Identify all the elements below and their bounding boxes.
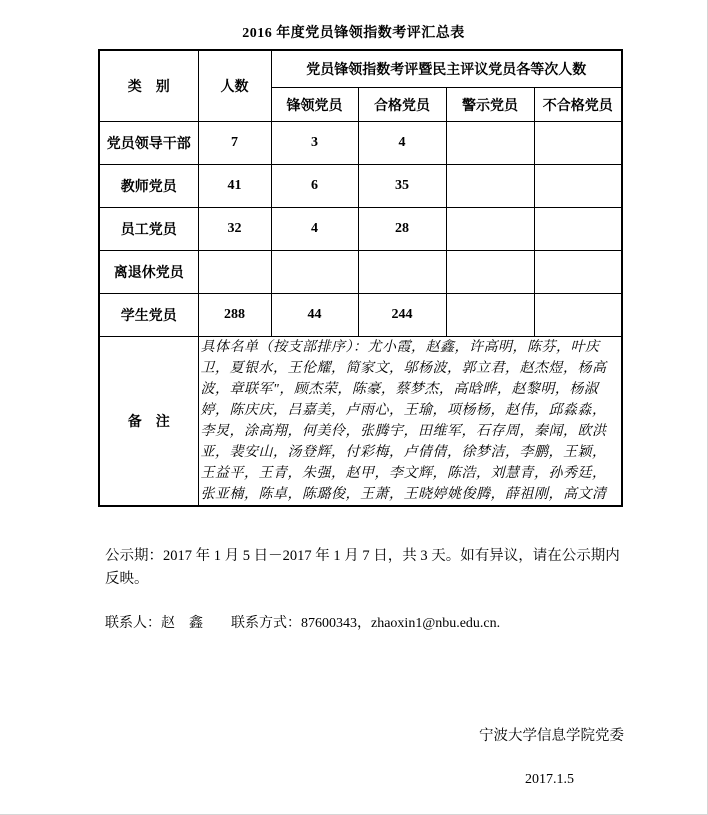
row-fengling: 44 — [271, 294, 358, 337]
row-hege: 244 — [358, 294, 446, 337]
row-jingshi — [446, 122, 534, 165]
row-buhege — [534, 122, 622, 165]
row-count — [198, 251, 271, 294]
document-title: 2016 年度党员锋领指数考评汇总表 — [242, 26, 465, 41]
remark-name-list: 具体名单（按支部排序）：尤小霞，赵鑫，许高明，陈芬，叶庆卫，夏银水，王伦耀，简家文，邬杨波，郭立君，赵杰煜，杨高波，章联军"，顾杰荣，陈豪，蔡梦杰，高晗晔，赵黎明，杨淑婷，陈庆庆，吕嘉美，卢雨心，王瑜，项杨杨，赵伟，邱淼淼，李炅，涂高翔，何美伶，张腾宇，田维军，石存周，秦闻，欧洪亚，裴安山，汤登辉，付彩梅，卢倩倩，徐梦洁，李鹏，王颖，王益平，王青，朱强，赵甲，李文辉，陈浩，刘慧青，孙秀廷，张亚楠，陈卓，陈璐俊，王萧，王晓婷姚俊腾，薛祖刚，高文清 — [198, 337, 622, 507]
contact-info-text: 联系人：赵 鑫 联系方式：87600343，zhaoxin1@nbu.edu.cn. — [105, 616, 501, 631]
table-row — [99, 208, 622, 251]
row-count: 41 — [198, 165, 271, 208]
issue-date: 2017.1.5 — [525, 772, 574, 787]
row-label: 离退休党员 — [99, 251, 198, 294]
row-buhege — [534, 208, 622, 251]
subheader-buhege: 不合格党员 — [534, 88, 622, 122]
row-jingshi — [446, 208, 534, 251]
row-count: 32 — [198, 208, 271, 251]
subheader-jingshi: 警示党员 — [446, 88, 534, 122]
row-count: 288 — [198, 294, 271, 337]
row-hege: 28 — [358, 208, 446, 251]
row-hege — [358, 251, 446, 294]
row-fengling: 6 — [271, 165, 358, 208]
row-buhege — [534, 294, 622, 337]
remark-row — [99, 337, 622, 507]
row-label: 教师党员 — [99, 165, 198, 208]
row-hege: 4 — [358, 122, 446, 165]
subheader-fengling: 锋领党员 — [271, 88, 358, 122]
subheader-hege: 合格党员 — [358, 88, 446, 122]
row-jingshi — [446, 294, 534, 337]
row-label: 员工党员 — [99, 208, 198, 251]
row-buhege — [534, 251, 622, 294]
row-label: 党员领导干部 — [99, 122, 198, 165]
row-fengling — [271, 251, 358, 294]
remark-label: 备 注 — [99, 337, 198, 507]
row-jingshi — [446, 251, 534, 294]
table-row — [99, 251, 622, 294]
table-row — [99, 122, 622, 165]
table-row — [99, 165, 622, 208]
row-jingshi — [446, 165, 534, 208]
public-notice-text: 公示期：2017 年 1 月 5 日－2017 年 1 月 7 日，共 3 天。如有异议，请在公示期内反映。 — [105, 548, 620, 587]
row-count: 7 — [198, 122, 271, 165]
issuer-signature: 宁波大学信息学院党委 — [479, 728, 624, 744]
table-row — [99, 294, 622, 337]
row-hege: 35 — [358, 165, 446, 208]
row-buhege — [534, 165, 622, 208]
table-header-row — [99, 50, 622, 88]
row-fengling: 3 — [271, 122, 358, 165]
row-label: 学生党员 — [99, 294, 198, 337]
header-count: 人数 — [198, 50, 271, 122]
summary-table — [98, 49, 623, 507]
header-span: 党员锋领指数考评暨民主评议党员各等次人数 — [271, 50, 622, 88]
row-fengling: 4 — [271, 208, 358, 251]
header-category: 类 别 — [99, 50, 198, 122]
